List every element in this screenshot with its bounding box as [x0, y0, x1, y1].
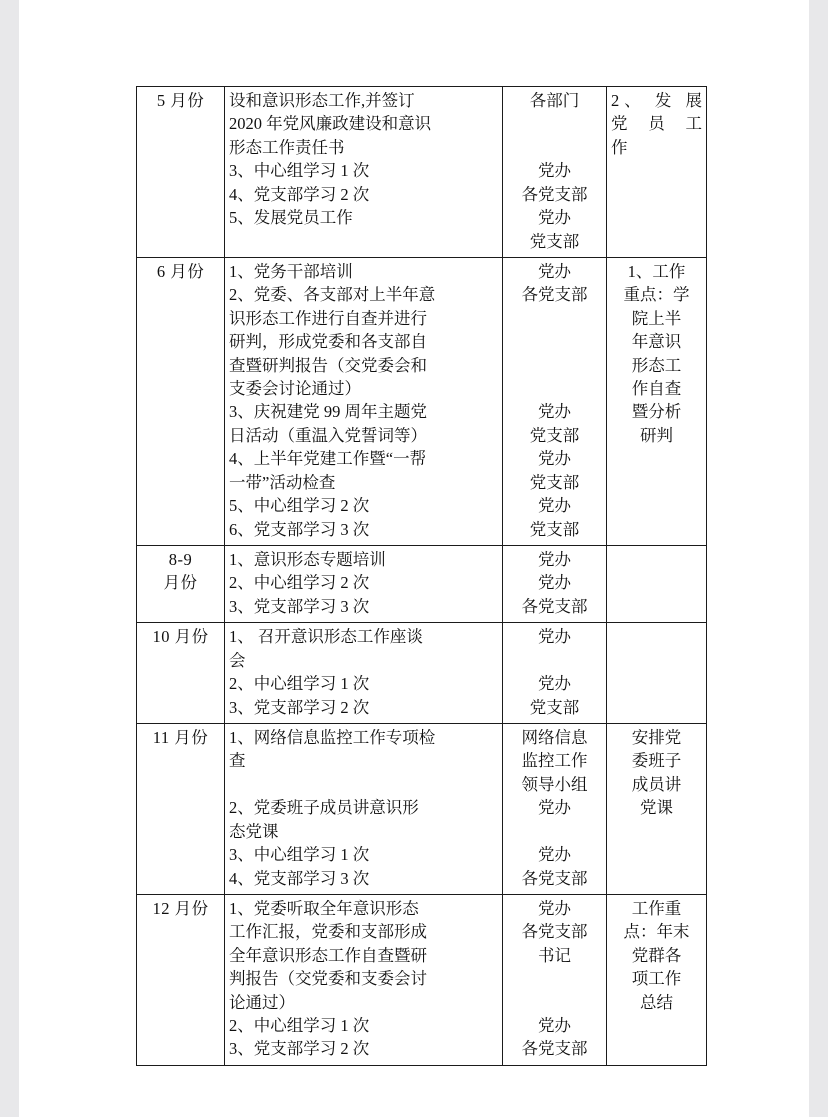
- text-line: 作: [611, 137, 628, 157]
- department-cell: [503, 87, 607, 258]
- department-cell: [503, 623, 607, 724]
- text-line: 2020 年党风廉政建设和意识: [229, 114, 432, 134]
- text-line: [507, 307, 602, 330]
- text-line: 党办: [538, 1016, 571, 1036]
- department-cell: [503, 894, 607, 1065]
- note-cell: [607, 723, 707, 894]
- text-line: 党办: [538, 161, 571, 181]
- text-line: 6 月份: [156, 261, 205, 281]
- text-line: 3、中心组学习 1 次: [229, 845, 370, 865]
- table-row: [137, 257, 707, 545]
- text-line: 党 员 工: [611, 114, 702, 134]
- task-cell: [225, 257, 503, 545]
- text-line: 书记: [538, 945, 571, 965]
- text-line: 作自查: [631, 379, 682, 399]
- text-line: 1、 召开意识形态工作座谈: [229, 627, 423, 647]
- text-line: 党支部: [529, 425, 580, 445]
- text-line: 3、党支部学习 2 次: [229, 697, 370, 717]
- text-line: 工作重: [631, 898, 682, 918]
- text-line: 各党支部: [521, 285, 588, 305]
- text-line: 党支部: [529, 472, 580, 492]
- text-line: 总结: [640, 992, 673, 1012]
- text-line: 暨分析: [631, 402, 682, 422]
- text-line: 判报告（交党委和支委会讨: [229, 969, 427, 989]
- table-row: [137, 623, 707, 724]
- text-line: 工作汇报，党委和支部形成: [229, 922, 427, 942]
- note-cell: [607, 623, 707, 724]
- text-line: 2、中心组学习 1 次: [229, 1016, 370, 1036]
- department-cell: [503, 257, 607, 545]
- text-line: [507, 136, 602, 159]
- table-body: [137, 87, 707, 1066]
- text-line: 形态工作责任书: [229, 137, 345, 157]
- text-line: 1、党委听取全年意识形态: [229, 898, 419, 918]
- note-cell: [607, 87, 707, 258]
- text-line: 查暨研判报告（交党委会和: [229, 355, 427, 375]
- month-cell: [137, 623, 225, 724]
- text-line: [507, 820, 602, 843]
- text-line: 党办: [538, 402, 571, 422]
- text-line: 全年意识形态工作自查暨研: [229, 945, 427, 965]
- text-line: 4、党支部学习 3 次: [229, 868, 370, 888]
- text-line: 党办: [538, 550, 571, 570]
- text-line: 党群各: [631, 945, 682, 965]
- text-line: 党办: [538, 449, 571, 469]
- text-line: 1、意识形态专题培训: [229, 550, 386, 570]
- text-line: [507, 354, 602, 377]
- text-line: [229, 773, 498, 796]
- text-line: 年意识: [631, 332, 682, 352]
- month-cell: [137, 257, 225, 545]
- text-line: 2、 发 展: [611, 91, 702, 110]
- text-line: 党办: [538, 674, 571, 694]
- text-line: 3、党支部学习 3 次: [229, 596, 370, 616]
- month-cell: [137, 894, 225, 1065]
- text-line: [507, 967, 602, 990]
- text-line: 支委会讨论通过）: [229, 379, 361, 399]
- document-page: [19, 0, 809, 1117]
- text-line: 各党支部: [521, 184, 588, 204]
- text-line: 党办: [538, 573, 571, 593]
- department-cell: [503, 723, 607, 894]
- task-cell: [225, 87, 503, 258]
- table-row: [137, 723, 707, 894]
- text-line: 各部门: [529, 91, 580, 110]
- text-line: 6、党支部学习 3 次: [229, 519, 370, 539]
- task-cell: [225, 894, 503, 1065]
- work-plan-table: [136, 86, 707, 1066]
- text-line: [507, 330, 602, 353]
- text-line: 2、党委班子成员讲意识形: [229, 798, 419, 818]
- text-line: 8-9: [168, 550, 193, 570]
- text-line: [507, 649, 602, 672]
- month-cell: [137, 723, 225, 894]
- department-cell: [503, 546, 607, 623]
- text-line: 各党支部: [521, 868, 588, 888]
- text-line: 识形态工作进行自查并进行: [229, 308, 427, 328]
- text-line: 态党课: [229, 821, 279, 841]
- text-line: 安排党: [631, 727, 682, 747]
- text-line: 形态工: [631, 355, 682, 375]
- text-line: 2、中心组学习 2 次: [229, 573, 370, 593]
- text-line: 院上半: [631, 308, 682, 328]
- text-line: 1、工作: [627, 261, 686, 281]
- text-line: 论通过）: [229, 992, 295, 1012]
- text-line: 各党支部: [521, 596, 588, 616]
- text-line: [507, 991, 602, 1014]
- text-line: 4、上半年党建工作暨“一帮: [229, 449, 427, 469]
- text-line: 党办: [538, 798, 571, 818]
- text-line: 1、党务干部培训: [229, 261, 353, 281]
- text-line: 党支部: [529, 519, 580, 539]
- text-line: 领导小组: [521, 774, 588, 794]
- text-line: 2、中心组学习 1 次: [229, 674, 370, 694]
- text-line: 一带”活动检查: [229, 472, 336, 492]
- text-line: 委班子: [631, 751, 682, 771]
- text-line: 5 月份: [156, 91, 205, 110]
- text-line: 日活动（重温入党誓词等）: [229, 425, 427, 445]
- task-cell: [225, 623, 503, 724]
- text-line: 研判: [640, 425, 673, 445]
- note-cell: [607, 257, 707, 545]
- text-line: 月份: [163, 573, 198, 593]
- text-line: 党办: [538, 208, 571, 228]
- text-line: 3、庆祝建党 99 周年主题党: [229, 402, 427, 422]
- text-line: 党办: [538, 845, 571, 865]
- text-line: 党课: [640, 798, 673, 818]
- text-line: 党办: [538, 261, 571, 281]
- text-line: 党办: [538, 627, 571, 647]
- text-line: 研判，形成党委和各支部自: [229, 332, 427, 352]
- note-cell: [607, 894, 707, 1065]
- month-cell: [137, 546, 225, 623]
- text-line: 会: [229, 650, 246, 670]
- text-line: 1、网络信息监控工作专项检: [229, 727, 436, 747]
- text-line: 4、党支部学习 2 次: [229, 184, 370, 204]
- text-line: 党支部: [529, 231, 580, 251]
- month-cell: [137, 87, 225, 258]
- text-line: 重点：学: [623, 285, 690, 305]
- text-line: 监控工作: [521, 751, 588, 771]
- text-line: 党办: [538, 496, 571, 516]
- table-row: [137, 546, 707, 623]
- text-line: 点：年末: [623, 922, 690, 942]
- table-row: [137, 894, 707, 1065]
- text-line: 11 月份: [152, 727, 209, 747]
- text-line: 各党支部: [521, 1039, 588, 1059]
- text-line: 5、发展党员工作: [229, 208, 353, 228]
- text-line: 3、中心组学习 1 次: [229, 161, 370, 181]
- text-line: 项工作: [631, 969, 682, 989]
- text-line: [507, 377, 602, 400]
- text-line: 查: [229, 751, 246, 771]
- table-row: [137, 87, 707, 258]
- note-cell: [607, 546, 707, 623]
- text-line: 设和意识形态工作,并签订: [229, 91, 415, 110]
- task-cell: [225, 546, 503, 623]
- text-line: 党支部: [529, 697, 580, 717]
- text-line: 2、党委、各支部对上半年意: [229, 285, 436, 305]
- text-line: [507, 112, 602, 135]
- text-line: 各党支部: [521, 922, 588, 942]
- text-line: 12 月份: [152, 898, 209, 918]
- text-line: 党办: [538, 898, 571, 918]
- text-line: 10 月份: [152, 627, 209, 647]
- text-line: 3、党支部学习 2 次: [229, 1039, 370, 1059]
- text-line: 成员讲: [631, 774, 682, 794]
- task-cell: [225, 723, 503, 894]
- text-line: 5、中心组学习 2 次: [229, 496, 370, 516]
- text-line: 网络信息: [521, 727, 588, 747]
